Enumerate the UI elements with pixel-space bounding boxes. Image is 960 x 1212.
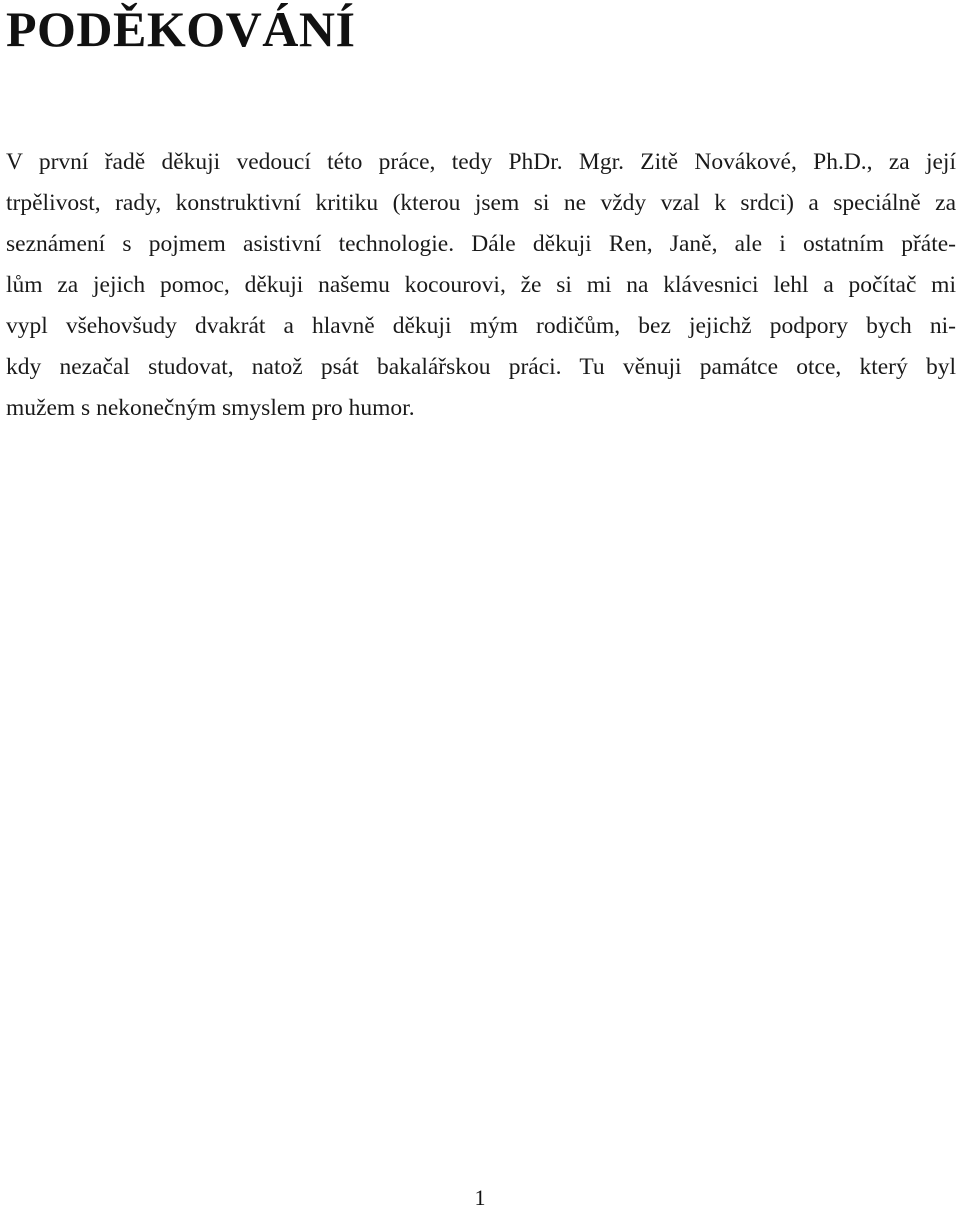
paragraph-line: trpělivost, rady, konstruktivní kritiku (kterou jsem si ne vždy vzal k srdci) a speciálně za <box>6 190 956 216</box>
paragraph-line: mužem s nekonečným smyslem pro humor. <box>6 395 415 421</box>
paragraph-line: kdy nezačal studovat, natož psát bakalářskou práci. Tu věnuji památce otce, který byl <box>6 354 956 380</box>
paragraph-line: lům za jejich pomoc, děkuji našemu kocourovi, že si mi na klávesnici lehl a počítač mi <box>6 272 956 298</box>
acknowledgement-paragraph <box>6 142 956 429</box>
page-number: 1 <box>474 1185 486 1210</box>
paragraph-line: seznámení s pojmem asistivní technologie. Dále děkuji Ren, Janě, ale i ostatním přáte- <box>6 231 956 257</box>
page-heading: PODĚKOVÁNÍ <box>6 1 356 57</box>
paragraph-line: vypl všehovšudy dvakrát a hlavně děkuji mým rodičům, bez jejichž podpory bych ni- <box>6 313 956 339</box>
paragraph-line: V první řadě děkuji vedoucí této práce, tedy PhDr. Mgr. Zitě Novákové, Ph.D., za její <box>6 149 956 175</box>
